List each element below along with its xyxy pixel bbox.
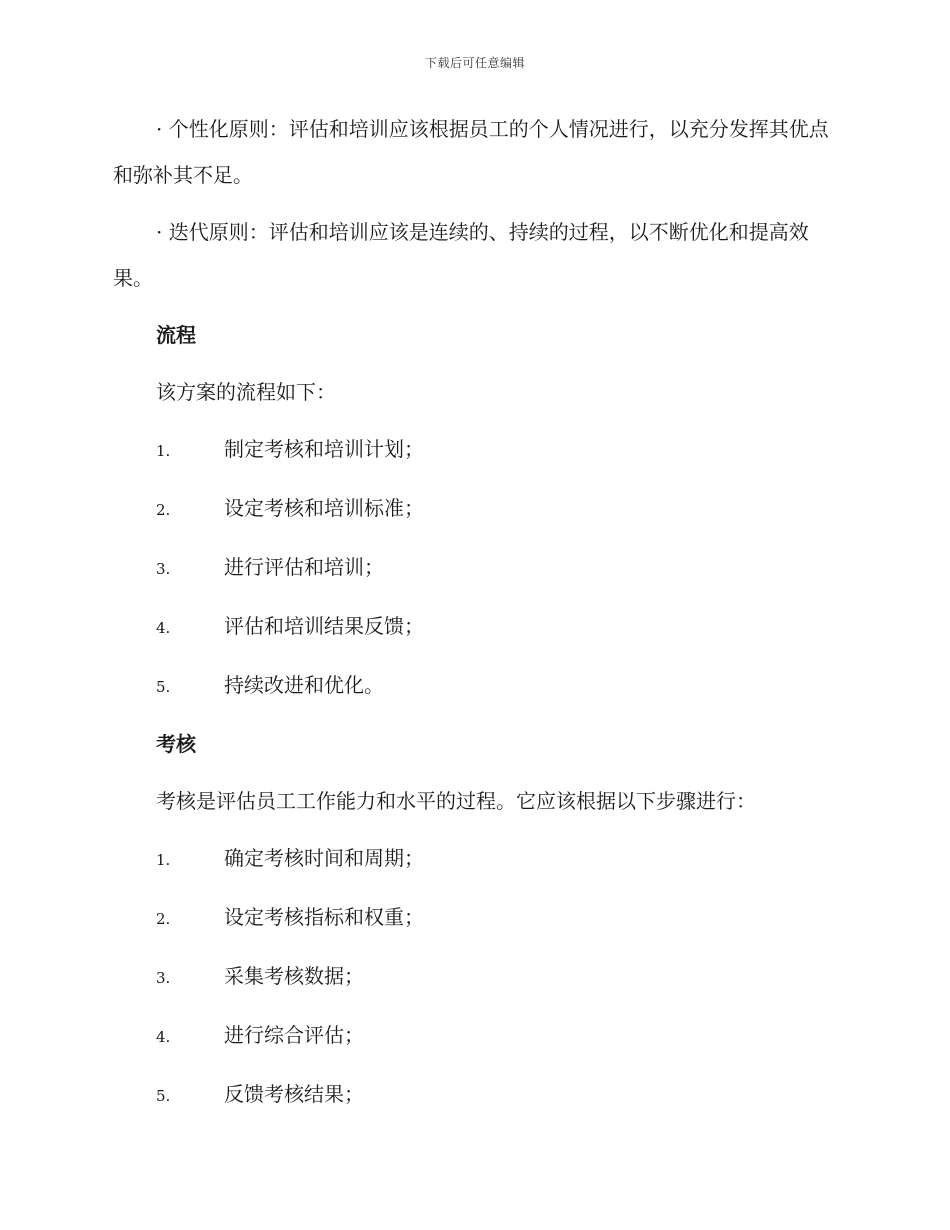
list-item <box>113 544 833 592</box>
principle-personalization: · 个性化原则：评估和培训应该根据员工的个人情况进行，以充分发挥其优点和弥补其不足。 <box>113 117 829 187</box>
list-item <box>113 894 833 942</box>
assessment-list <box>113 835 833 1119</box>
list-text: 进行综合评估； <box>224 1023 364 1047</box>
document-body <box>113 106 833 1130</box>
list-text: 设定考核和培训标准； <box>224 496 424 520</box>
list-number: 5. <box>156 1087 171 1105</box>
list-text: 设定考核指标和权重； <box>224 905 424 929</box>
list-text: 反馈考核结果； <box>224 1082 364 1106</box>
principle-iteration: · 迭代原则：评估和培训应该是连续的、持续的过程，以不断优化和提高效果。 <box>113 220 809 290</box>
list-item <box>113 485 833 533</box>
process-list <box>113 426 833 710</box>
page-header: 下载后可任意编辑 <box>424 56 525 70</box>
list-number: 4. <box>156 619 171 637</box>
list-number: 3. <box>156 969 171 987</box>
list-item <box>113 1071 833 1119</box>
list-text: 采集考核数据； <box>224 964 364 988</box>
list-text: 评估和培训结果反馈； <box>224 614 424 638</box>
list-item <box>113 1012 833 1060</box>
list-number: 4. <box>156 1028 171 1046</box>
list-item <box>113 835 833 883</box>
list-item <box>113 426 833 474</box>
list-number: 1. <box>156 851 171 869</box>
list-item <box>113 662 833 710</box>
list-number: 3. <box>156 560 171 578</box>
list-number: 5. <box>156 678 171 696</box>
list-text: 制定考核和培训计划； <box>224 437 424 461</box>
section-heading-assessment: 考核 <box>156 732 196 756</box>
list-number: 1. <box>156 442 171 460</box>
list-number: 2. <box>156 501 171 519</box>
process-intro: 该方案的流程如下： <box>156 380 336 404</box>
list-item <box>113 603 833 651</box>
assessment-intro: 考核是评估员工工作能力和水平的过程。它应该根据以下步骤进行： <box>156 789 756 813</box>
list-text: 确定考核时间和周期； <box>224 846 424 870</box>
list-item <box>113 953 833 1001</box>
list-number: 2. <box>156 910 171 928</box>
list-text: 进行评估和培训； <box>224 555 384 579</box>
list-text: 持续改进和优化。 <box>224 673 384 697</box>
section-heading-process: 流程 <box>156 323 196 347</box>
